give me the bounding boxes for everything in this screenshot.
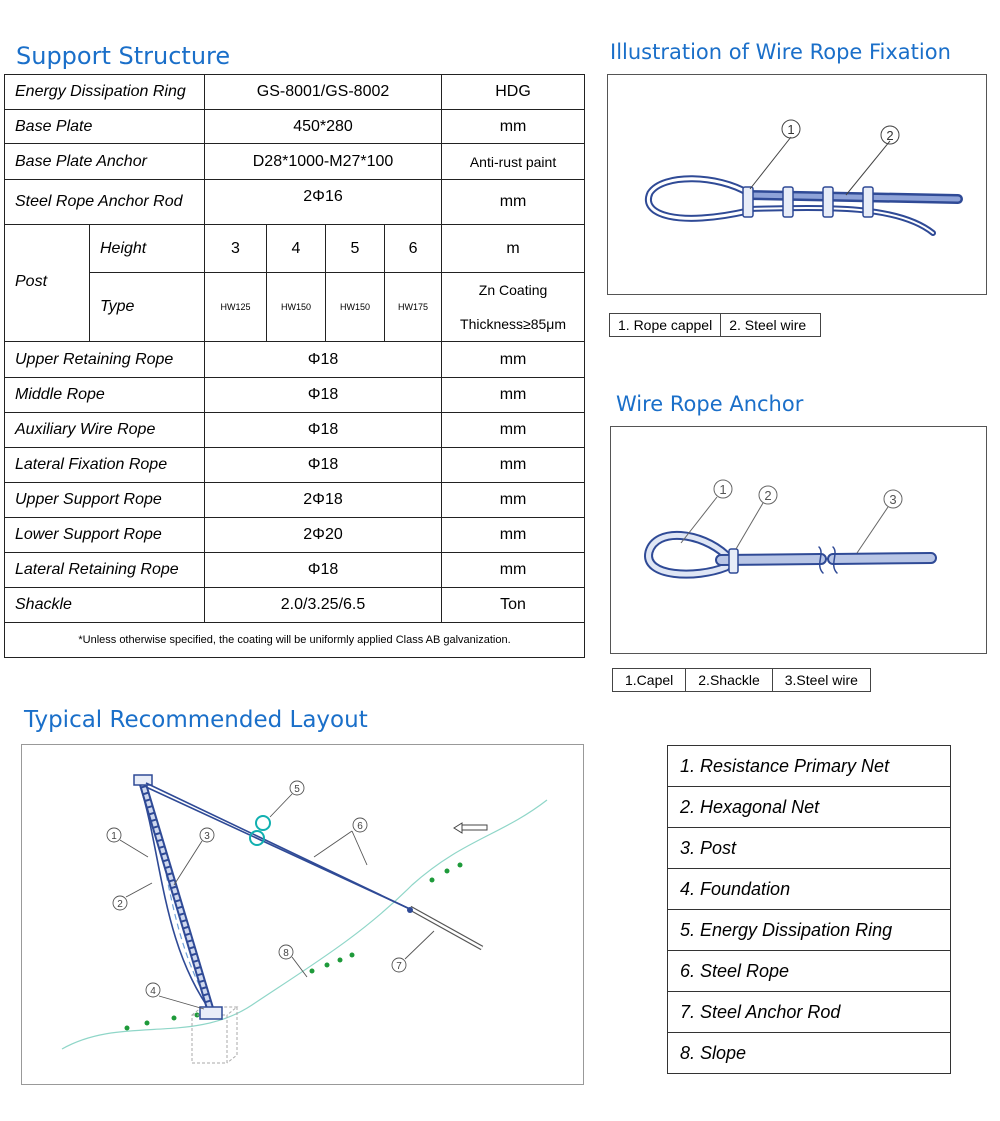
legend-item: 1.Capel bbox=[625, 672, 674, 688]
row-unit: mm bbox=[442, 378, 585, 413]
component-item: 7. Steel Anchor Rod bbox=[668, 992, 951, 1033]
coating-note: *Unless otherwise specified, the coating will be uniformly applied Class AB galvanization. bbox=[5, 623, 585, 658]
row-unit: mm bbox=[442, 448, 585, 483]
table-row bbox=[5, 75, 585, 110]
row-label: Lateral Fixation Rope bbox=[5, 448, 205, 483]
component-item: 5. Energy Dissipation Ring bbox=[668, 910, 951, 951]
type-value: HW150 bbox=[267, 273, 326, 342]
fixation-marker-1: 1 bbox=[787, 122, 795, 137]
row-label: Shackle bbox=[5, 588, 205, 623]
row-label: Base Plate bbox=[5, 110, 205, 144]
row-value: Φ18 bbox=[205, 553, 442, 588]
row-label: Auxiliary Wire Rope bbox=[5, 413, 205, 448]
legend-item: 2.Shackle bbox=[685, 669, 771, 691]
row-unit: Anti-rust paint bbox=[442, 144, 585, 180]
layout-illustration bbox=[21, 744, 584, 1085]
height-value: 4 bbox=[267, 225, 326, 273]
layout-marker-6: 6 bbox=[357, 821, 363, 832]
table-row bbox=[5, 553, 585, 588]
row-value: 450*280 bbox=[205, 110, 442, 144]
layout-drawing bbox=[22, 745, 583, 1084]
anchor-drawing bbox=[611, 427, 986, 653]
table-row-post-type bbox=[5, 273, 585, 342]
layout-marker-8: 8 bbox=[283, 948, 289, 959]
table-row-post-height bbox=[5, 225, 585, 273]
row-label: Lower Support Rope bbox=[5, 518, 205, 553]
row-label: Middle Rope bbox=[5, 378, 205, 413]
table-row bbox=[5, 518, 585, 553]
legend-item: 3.Steel wire bbox=[772, 669, 870, 691]
row-label: Lateral Retaining Rope bbox=[5, 553, 205, 588]
row-value: Φ18 bbox=[205, 342, 442, 378]
thickness-line: Thickness≥85μm bbox=[460, 316, 567, 332]
row-value: 2Φ16 bbox=[205, 180, 442, 225]
table-row bbox=[5, 110, 585, 144]
row-label: Upper Support Rope bbox=[5, 483, 205, 518]
height-value: 6 bbox=[385, 225, 442, 273]
type-value: HW175 bbox=[385, 273, 442, 342]
component-item: 1. Resistance Primary Net bbox=[668, 746, 951, 787]
row-label: Energy Dissipation Ring bbox=[5, 75, 205, 110]
table-row bbox=[5, 588, 585, 623]
fixation-title: Illustration of Wire Rope Fixation bbox=[610, 40, 951, 64]
component-item: 4. Foundation bbox=[668, 869, 951, 910]
row-value: GS-8001/GS-8002 bbox=[205, 75, 442, 110]
anchor-title: Wire Rope Anchor bbox=[616, 392, 804, 416]
table-note-row bbox=[5, 623, 585, 658]
type-label: Type bbox=[90, 273, 205, 342]
component-item: 6. Steel Rope bbox=[668, 951, 951, 992]
row-value: 2Φ18 bbox=[205, 483, 442, 518]
component-item: 8. Slope bbox=[668, 1033, 951, 1074]
anchor-marker-2: 2 bbox=[764, 488, 772, 503]
anchor-legend bbox=[612, 668, 871, 692]
layout-marker-1: 1 bbox=[111, 831, 117, 842]
height-unit: m bbox=[442, 225, 585, 273]
support-structure-table bbox=[4, 74, 585, 658]
row-value: Φ18 bbox=[205, 413, 442, 448]
component-item: 2. Hexagonal Net bbox=[668, 787, 951, 828]
table-row bbox=[5, 413, 585, 448]
layout-marker-2: 2 bbox=[117, 899, 123, 910]
row-unit: mm bbox=[442, 110, 585, 144]
fixation-illustration bbox=[607, 74, 987, 295]
table-row bbox=[5, 483, 585, 518]
table-row bbox=[5, 448, 585, 483]
type-value: HW125 bbox=[205, 273, 267, 342]
row-unit: mm bbox=[442, 180, 585, 225]
row-unit: mm bbox=[442, 518, 585, 553]
height-value: 5 bbox=[326, 225, 385, 273]
anchor-marker-3: 3 bbox=[889, 492, 897, 507]
row-value: 2Φ20 bbox=[205, 518, 442, 553]
layout-marker-3: 3 bbox=[204, 831, 210, 842]
row-value: D28*1000-M27*100 bbox=[205, 144, 442, 180]
anchor-illustration bbox=[610, 426, 987, 654]
layout-marker-5: 5 bbox=[294, 784, 300, 795]
component-item: 3. Post bbox=[668, 828, 951, 869]
fixation-drawing bbox=[608, 75, 986, 294]
support-structure-title: Support Structure bbox=[16, 42, 231, 70]
row-label: Base Plate Anchor bbox=[5, 144, 205, 180]
row-unit: mm bbox=[442, 553, 585, 588]
layout-marker-4: 4 bbox=[150, 986, 156, 997]
row-label: Steel Rope Anchor Rod bbox=[5, 180, 205, 225]
coating-line: Zn Coating bbox=[478, 282, 548, 298]
row-value: Φ18 bbox=[205, 448, 442, 483]
table-row bbox=[5, 144, 585, 180]
component-list bbox=[667, 745, 951, 1074]
layout-title: Typical Recommended Layout bbox=[24, 707, 368, 733]
table-row bbox=[5, 342, 585, 378]
row-label: Upper Retaining Rope bbox=[5, 342, 205, 378]
height-label: Height bbox=[90, 225, 205, 273]
fixation-marker-2: 2 bbox=[886, 128, 894, 143]
type-unit bbox=[442, 273, 585, 342]
type-value: HW150 bbox=[326, 273, 385, 342]
post-label: Post bbox=[5, 225, 90, 342]
height-value: 3 bbox=[205, 225, 267, 273]
row-unit: mm bbox=[442, 483, 585, 518]
fixation-legend bbox=[609, 313, 821, 337]
table-row bbox=[5, 180, 585, 225]
legend-item: 1. Rope cappel bbox=[618, 317, 713, 333]
anchor-marker-1: 1 bbox=[719, 482, 727, 497]
row-unit: Ton bbox=[442, 588, 585, 623]
row-unit: mm bbox=[442, 413, 585, 448]
row-unit: mm bbox=[442, 342, 585, 378]
layout-marker-7: 7 bbox=[396, 961, 402, 972]
row-unit: HDG bbox=[442, 75, 585, 110]
table-row bbox=[5, 378, 585, 413]
legend-item: 2. Steel wire bbox=[720, 314, 820, 336]
row-value: Φ18 bbox=[205, 378, 442, 413]
row-value: 2.0/3.25/6.5 bbox=[205, 588, 442, 623]
